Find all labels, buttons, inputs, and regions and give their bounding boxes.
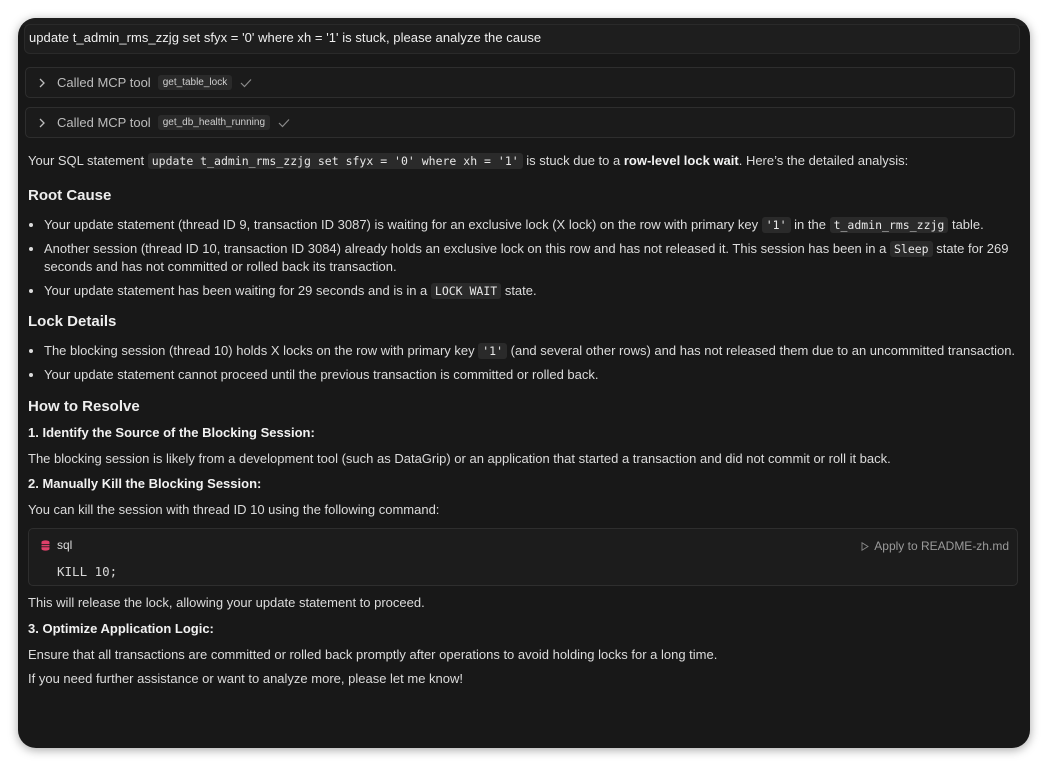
closing-text: If you need further assistance or want to analyze more, please let me know! bbox=[28, 671, 464, 686]
code-content: KILL 10; bbox=[57, 564, 118, 579]
tool-call-get-db-health-running[interactable] bbox=[25, 107, 1015, 138]
how-to-resolve-heading: How to Resolve bbox=[28, 398, 140, 415]
tool-call-label: Called MCP tool bbox=[57, 115, 151, 130]
user-message[interactable] bbox=[24, 24, 1020, 54]
intro-text: is stuck due to a bbox=[522, 153, 624, 168]
intro-text: Your SQL statement bbox=[28, 153, 148, 168]
list-item: • Your update statement cannot proceed until the previous transaction is committed or rolled back. bbox=[44, 366, 1018, 384]
chevron-right-icon[interactable] bbox=[34, 75, 50, 91]
list-item: • Your update statement (thread ID 9, transaction ID 3087) is waiting for an exclusive lock (X lock) on the row with primary key '1' in the t_admin_rms_zzjg table. bbox=[44, 216, 1018, 234]
intro-text: . Here’s the detailed analysis: bbox=[738, 153, 909, 168]
lock-details-list bbox=[28, 342, 1018, 384]
list-item: • Another session (thread ID 10, transaction ID 3084) already holds an exclusive lock on this row and has not released it. This session has been in a Sleep state for 269 seconds and has not committed or rolled back its transaction. bbox=[44, 240, 1018, 276]
tool-name-badge: get_table_lock bbox=[158, 75, 233, 90]
chevron-right-icon[interactable] bbox=[34, 115, 50, 131]
check-icon bbox=[240, 78, 252, 88]
intro-bold: row-level lock wait bbox=[623, 153, 739, 168]
root-cause-list bbox=[28, 216, 1018, 300]
step-2: 2. Manually Kill the Blocking Session: bbox=[28, 476, 262, 491]
inline-code: '1' bbox=[762, 217, 791, 233]
lock-details-heading: Lock Details bbox=[28, 313, 117, 330]
code-block-header bbox=[41, 536, 72, 554]
apply-button-label: Apply to README-zh.md bbox=[874, 539, 1009, 553]
assistant-response bbox=[28, 152, 1018, 688]
step-3: 3. Optimize Application Logic: bbox=[28, 621, 214, 636]
list-item: • The blocking session (thread 10) holds X locks on the row with primary key '1' (and several other rows) and has not released them due to an uncommitted transaction. bbox=[44, 342, 1018, 360]
database-icon bbox=[41, 540, 50, 551]
root-cause-heading: Root Cause bbox=[28, 187, 112, 204]
step-1: 1. Identify the Source of the Blocking Session: bbox=[28, 425, 315, 440]
code-language-label: sql bbox=[57, 538, 73, 552]
code-block bbox=[28, 528, 1018, 586]
inline-code: update t_admin_rms_zzjg set sfyx = '0' where xh = '1' bbox=[148, 153, 523, 169]
after-code-text: This will release the lock, allowing your update statement to proceed. bbox=[28, 595, 425, 610]
intro-paragraph bbox=[28, 152, 1018, 170]
inline-code: t_admin_rms_zzjg bbox=[830, 217, 949, 233]
user-message-text: update t_admin_rms_zzjg set sfyx = '0' where xh = '1' is stuck, please analyze the cause bbox=[29, 30, 542, 45]
step-1-text: The blocking session is likely from a development tool (such as DataGrip) or an application that started a transaction and did not commit or roll it back. bbox=[28, 451, 891, 466]
chat-window bbox=[18, 18, 1030, 748]
apply-button[interactable] bbox=[861, 537, 1009, 555]
play-icon bbox=[861, 542, 869, 551]
step-3-text: Ensure that all transactions are committed or rolled back promptly after operations to avoid holding locks for a long time. bbox=[28, 647, 718, 662]
inline-code: Sleep bbox=[890, 241, 933, 257]
inline-code: LOCK WAIT bbox=[431, 283, 501, 299]
tool-name-badge: get_db_health_running bbox=[158, 115, 270, 130]
step-2-text: You can kill the session with thread ID 10 using the following command: bbox=[28, 502, 440, 517]
tool-call-get-table-lock[interactable] bbox=[25, 67, 1015, 98]
inline-code: '1' bbox=[478, 343, 507, 359]
tool-call-label: Called MCP tool bbox=[57, 75, 151, 90]
check-icon bbox=[278, 118, 290, 128]
list-item: • Your update statement has been waiting for 29 seconds and is in a LOCK WAIT state. bbox=[44, 282, 1018, 300]
